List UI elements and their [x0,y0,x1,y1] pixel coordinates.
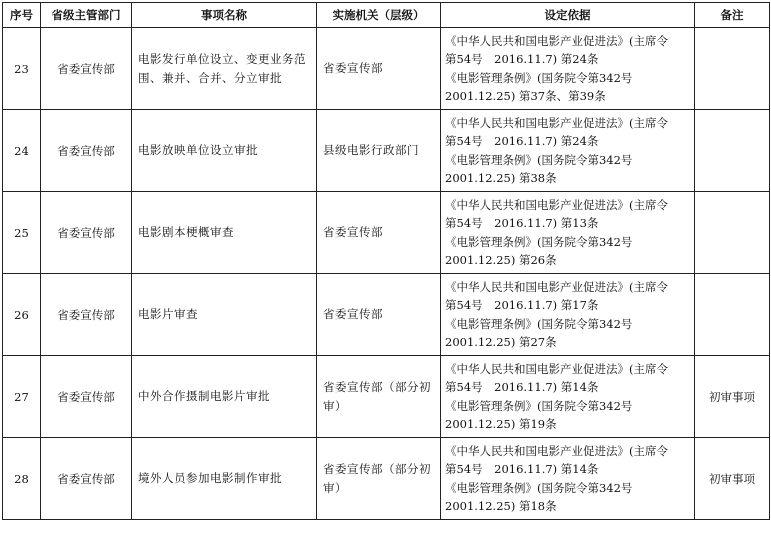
cell-authority: 省委宣传部 [317,28,441,110]
cell-remark [695,110,770,192]
cell-basis [441,192,695,274]
cell-remark [695,192,770,274]
header-basis: 设定依据 [441,3,695,28]
basis-line: 《中华人民共和国电影产业促进法》(主席令 [445,197,668,212]
basis-line: 第54号 2016.11.7) 第24条 [445,134,599,148]
basis-line: 2001.12.25) 第19条 [445,417,557,431]
basis-line: 《中华人民共和国电影产业促进法》(主席令 [445,279,668,294]
cell-department: 省委宣传部 [41,28,132,110]
basis-line: 2001.12.25) 第26条 [445,253,557,267]
cell-basis [441,274,695,356]
cell-index: 27 [3,356,41,438]
cell-department: 省委宣传部 [41,356,132,438]
cell-remark [695,274,770,356]
basis-line: 第54号 2016.11.7) 第14条 [445,380,599,394]
table-row [3,192,770,274]
cell-index: 25 [3,192,41,274]
cell-authority: 省委宣传部（部分初审） [317,356,441,438]
cell-item-name: 电影发行单位设立、变更业务范围、兼并、合并、分立审批 [132,28,317,110]
cell-department: 省委宣传部 [41,438,132,520]
cell-index: 24 [3,110,41,192]
header-remark: 备注 [695,3,770,28]
cell-department: 省委宣传部 [41,192,132,274]
basis-line: 2001.12.25) 第27条 [445,335,557,349]
cell-authority: 省委宣传部（部分初审） [317,438,441,520]
table-row [3,356,770,438]
cell-department: 省委宣传部 [41,110,132,192]
basis-line: 《中华人民共和国电影产业促进法》(主席令 [445,33,668,48]
header-index: 序号 [3,3,41,28]
cell-item-name: 电影放映单位设立审批 [132,110,317,192]
table-row [3,438,770,520]
basis-line: 《电影管理条例》(国务院令第342号 [445,234,633,249]
basis-line: 第54号 2016.11.7) 第17条 [445,298,599,312]
basis-line: 《电影管理条例》(国务院令第342号 [445,316,633,331]
cell-department: 省委宣传部 [41,274,132,356]
cell-item-name: 电影片审查 [132,274,317,356]
cell-basis [441,110,695,192]
table-header-row [3,3,770,28]
table-row [3,28,770,110]
cell-item-name: 境外人员参加电影制作审批 [132,438,317,520]
basis-line: 2001.12.25) 第37条、第39条 [445,89,606,103]
basis-line: 《电影管理条例》(国务院令第342号 [445,70,633,85]
table-row [3,274,770,356]
basis-line: 《电影管理条例》(国务院令第342号 [445,398,633,413]
approval-items-table [2,2,770,520]
basis-line: 第54号 2016.11.7) 第14条 [445,462,599,476]
header-item-name: 事项名称 [132,3,317,28]
cell-basis [441,438,695,520]
basis-line: 《电影管理条例》(国务院令第342号 [445,480,633,495]
cell-authority: 县级电影行政部门 [317,110,441,192]
cell-index: 26 [3,274,41,356]
basis-line: 《中华人民共和国电影产业促进法》(主席令 [445,361,668,376]
cell-authority: 省委宣传部 [317,274,441,356]
cell-remark: 初审事项 [695,356,770,438]
header-authority: 实施机关（层级） [317,3,441,28]
cell-basis [441,28,695,110]
cell-remark: 初审事项 [695,438,770,520]
basis-line: 《中华人民共和国电影产业促进法》(主席令 [445,443,668,458]
table-row [3,110,770,192]
cell-index: 28 [3,438,41,520]
cell-remark [695,28,770,110]
basis-line: 《电影管理条例》(国务院令第342号 [445,152,633,167]
basis-line: 第54号 2016.11.7) 第13条 [445,216,599,230]
cell-index: 23 [3,28,41,110]
basis-line: 《中华人民共和国电影产业促进法》(主席令 [445,115,668,130]
cell-basis [441,356,695,438]
cell-authority: 省委宣传部 [317,192,441,274]
basis-line: 2001.12.25) 第18条 [445,499,557,513]
cell-item-name: 中外合作摄制电影片审批 [132,356,317,438]
header-department: 省级主管部门 [41,3,132,28]
basis-line: 第54号 2016.11.7) 第24条 [445,52,599,66]
cell-item-name: 电影剧本梗概审查 [132,192,317,274]
basis-line: 2001.12.25) 第38条 [445,171,557,185]
